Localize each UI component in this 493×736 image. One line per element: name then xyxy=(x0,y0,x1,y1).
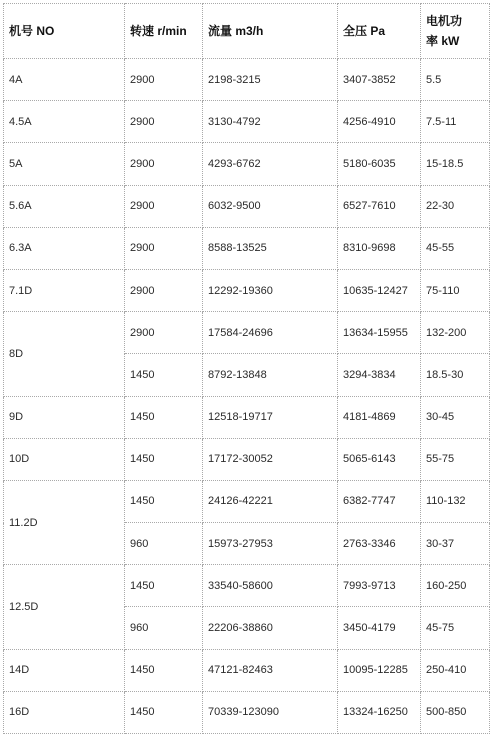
pressure-cell: 2763-3346 xyxy=(338,523,421,565)
pressure-cell: 4181-4869 xyxy=(338,396,421,438)
flow-cell: 47121-82463 xyxy=(203,649,338,691)
model-cell: 14D xyxy=(4,649,125,691)
model-cell: 16D xyxy=(4,691,125,733)
header-speed: 转速 r/min xyxy=(125,4,203,59)
table-row xyxy=(4,691,490,733)
table-row xyxy=(4,312,490,354)
pressure-cell: 6527-7610 xyxy=(338,185,421,227)
header-power-label: 电机功率 kW xyxy=(426,14,463,48)
flow-cell: 17584-24696 xyxy=(203,312,338,354)
speed-cell: 1450 xyxy=(125,565,203,607)
pressure-cell: 10635-12427 xyxy=(338,269,421,311)
power-cell: 110-132 xyxy=(421,480,490,522)
pressure-cell: 4256-4910 xyxy=(338,101,421,143)
power-cell: 18.5-30 xyxy=(421,354,490,396)
pressure-cell: 5065-6143 xyxy=(338,438,421,480)
table-row xyxy=(4,649,490,691)
pressure-cell: 3294-3834 xyxy=(338,354,421,396)
model-cell: 12.5D xyxy=(4,565,125,649)
speed-cell: 1450 xyxy=(125,691,203,733)
pressure-cell: 3450-4179 xyxy=(338,607,421,649)
speed-cell: 2900 xyxy=(125,185,203,227)
power-cell: 160-250 xyxy=(421,565,490,607)
table-row xyxy=(4,396,490,438)
power-cell: 75-110 xyxy=(421,269,490,311)
flow-cell: 4293-6762 xyxy=(203,143,338,185)
flow-cell: 17172-30052 xyxy=(203,438,338,480)
power-cell: 30-45 xyxy=(421,396,490,438)
header-row xyxy=(4,4,490,59)
table-row xyxy=(4,565,490,607)
speed-cell: 1450 xyxy=(125,480,203,522)
speed-cell: 2900 xyxy=(125,143,203,185)
speed-cell: 2900 xyxy=(125,312,203,354)
power-cell: 55-75 xyxy=(421,438,490,480)
pressure-cell: 6382-7747 xyxy=(338,480,421,522)
pressure-cell: 8310-9698 xyxy=(338,227,421,269)
pressure-cell: 7993-9713 xyxy=(338,565,421,607)
header-power xyxy=(421,4,490,59)
speed-cell: 960 xyxy=(125,523,203,565)
flow-cell: 70339-123090 xyxy=(203,691,338,733)
power-cell: 7.5-11 xyxy=(421,101,490,143)
flow-cell: 6032-9500 xyxy=(203,185,338,227)
model-cell: 4.5A xyxy=(4,101,125,143)
flow-cell: 24126-42221 xyxy=(203,480,338,522)
model-cell: 4A xyxy=(4,59,125,101)
table-row xyxy=(4,101,490,143)
power-cell: 45-55 xyxy=(421,227,490,269)
power-cell: 132-200 xyxy=(421,312,490,354)
pressure-cell: 5180-6035 xyxy=(338,143,421,185)
header-model: 机号 NO xyxy=(4,4,125,59)
model-cell: 8D xyxy=(4,312,125,396)
header-pressure: 全压 Pa xyxy=(338,4,421,59)
speed-cell: 1450 xyxy=(125,354,203,396)
speed-cell: 2900 xyxy=(125,269,203,311)
flow-cell: 8588-13525 xyxy=(203,227,338,269)
speed-cell: 960 xyxy=(125,607,203,649)
table-row xyxy=(4,438,490,480)
power-cell: 22-30 xyxy=(421,185,490,227)
flow-cell: 2198-3215 xyxy=(203,59,338,101)
power-cell: 45-75 xyxy=(421,607,490,649)
speed-cell: 2900 xyxy=(125,101,203,143)
flow-cell: 22206-38860 xyxy=(203,607,338,649)
speed-cell: 1450 xyxy=(125,438,203,480)
power-cell: 250-410 xyxy=(421,649,490,691)
flow-cell: 33540-58600 xyxy=(203,565,338,607)
table-row xyxy=(4,480,490,522)
table-row xyxy=(4,143,490,185)
model-cell: 11.2D xyxy=(4,480,125,564)
flow-cell: 15973-27953 xyxy=(203,523,338,565)
flow-cell: 12292-19360 xyxy=(203,269,338,311)
flow-cell: 8792-13848 xyxy=(203,354,338,396)
speed-cell: 1450 xyxy=(125,396,203,438)
pressure-cell: 10095-12285 xyxy=(338,649,421,691)
pressure-cell: 13324-16250 xyxy=(338,691,421,733)
model-cell: 5A xyxy=(4,143,125,185)
pressure-cell: 13634-15955 xyxy=(338,312,421,354)
model-cell: 10D xyxy=(4,438,125,480)
model-cell: 9D xyxy=(4,396,125,438)
power-cell: 15-18.5 xyxy=(421,143,490,185)
speed-cell: 2900 xyxy=(125,59,203,101)
header-flow: 流量 m3/h xyxy=(203,4,338,59)
speed-cell: 1450 xyxy=(125,649,203,691)
flow-cell: 3130-4792 xyxy=(203,101,338,143)
pressure-cell: 3407-3852 xyxy=(338,59,421,101)
power-cell: 5.5 xyxy=(421,59,490,101)
power-cell: 500-850 xyxy=(421,691,490,733)
table-row xyxy=(4,269,490,311)
model-cell: 5.6A xyxy=(4,185,125,227)
speed-cell: 2900 xyxy=(125,227,203,269)
model-cell: 7.1D xyxy=(4,269,125,311)
table-row xyxy=(4,227,490,269)
fan-spec-table xyxy=(3,3,490,734)
table-row xyxy=(4,59,490,101)
flow-cell: 12518-19717 xyxy=(203,396,338,438)
model-cell: 6.3A xyxy=(4,227,125,269)
table-row xyxy=(4,185,490,227)
power-cell: 30-37 xyxy=(421,523,490,565)
